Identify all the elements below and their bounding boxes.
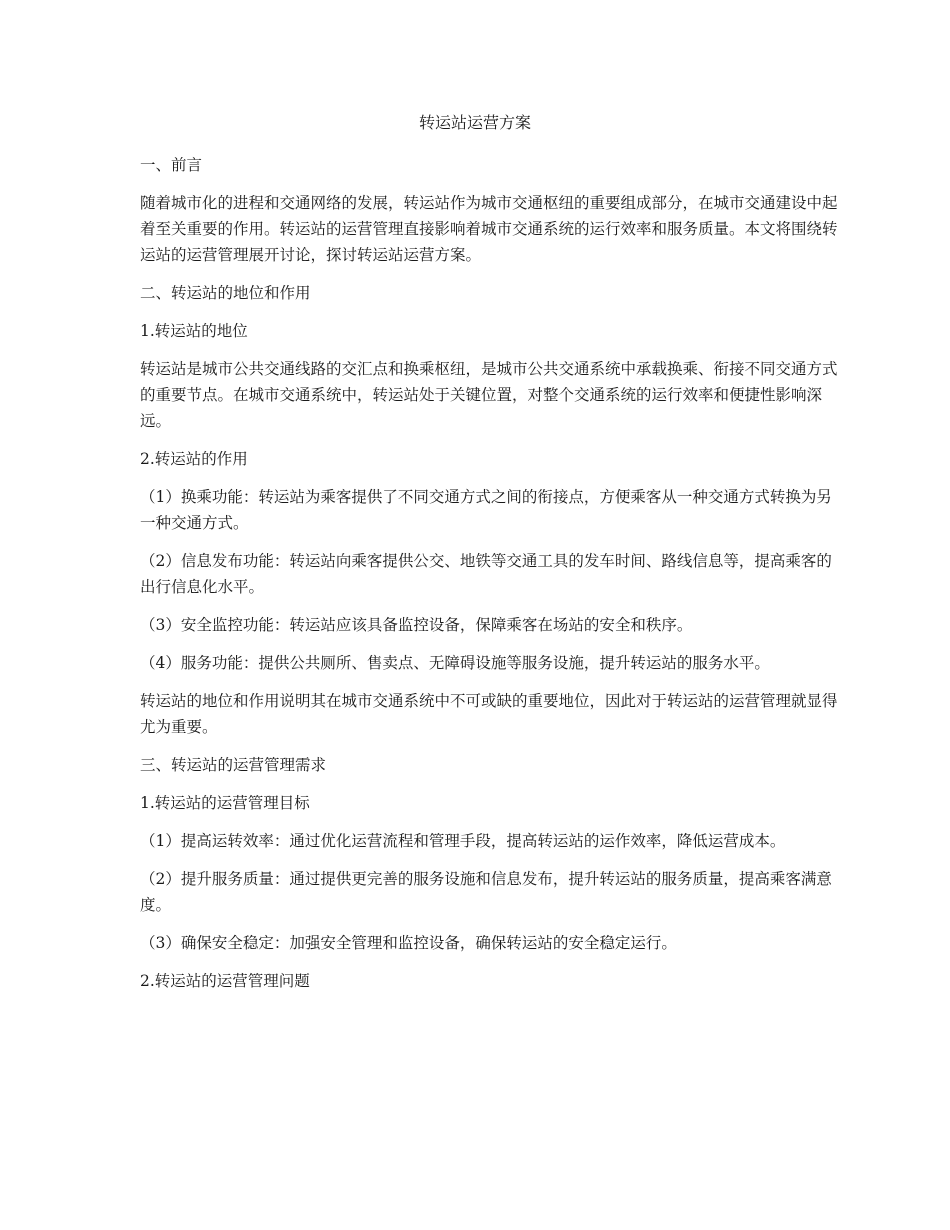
list-item-safety: （3）安全监控功能：转运站应该具备监控设备，保障乘客在场站的安全和秩序。 — [140, 616, 693, 634]
paragraph-status: 转运站是城市公共交通线路的交汇点和换乘枢纽，是城市公共交通系统中承载换乘、衔接不同交通方式的重要节点。在城市交通系统中，转运站处于关键位置，对整个交通系统的运行效率和便捷性影响深远。 — [140, 360, 838, 430]
list-item-transfer: （1）换乘功能：转运站为乘客提供了不同交通方式之间的衔接点，方便乘客从一种交通方式转换为另一种交通方式。 — [140, 488, 832, 532]
list-item-information: （2）信息发布功能：转运站向乘客提供公交、地铁等交通工具的发车时间、路线信息等，提高乘客的出行信息化水平。 — [140, 552, 832, 596]
list-item-stability: （3）确保安全稳定：加强安全管理和监控设备，确保转运站的安全稳定运行。 — [140, 934, 677, 952]
subheading-function: 2.转运站的作用 — [140, 450, 248, 468]
list-item-quality: （2）提升服务质量：通过提供更完善的服务设施和信息发布，提升转运站的服务质量，提高乘客满意度。 — [140, 870, 832, 914]
document-title: 转运站运营方案 — [418, 113, 531, 132]
paragraph-summary: 转运站的地位和作用说明其在城市交通系统中不可或缺的重要地位，因此对于转运站的运营管理就显得尤为重要。 — [140, 692, 838, 736]
document-body — [140, 152, 840, 1006]
list-item-service: （4）服务功能：提供公共厕所、售卖点、无障碍设施等服务设施，提升转运站的服务水平。 — [140, 654, 770, 672]
subheading-status: 1.转运站的地位 — [140, 322, 248, 340]
section-heading-needs: 三、转运站的运营管理需求 — [140, 756, 327, 774]
section-heading-role: 二、转运站的地位和作用 — [140, 284, 311, 302]
section-heading-preface: 一、前言 — [140, 156, 203, 174]
subheading-problems: 2.转运站的运营管理问题 — [140, 972, 310, 990]
subheading-goals: 1.转运站的运营管理目标 — [140, 794, 310, 812]
paragraph-preface: 随着城市化的进程和交通网络的发展，转运站作为城市交通枢纽的重要组成部分，在城市交通建设中起着至关重要的作用。转运站的运营管理直接影响着城市交通系统的运行效率和服务质量。本文将围绕转运站的运营管理展开讨论，探讨转运站运营方案。 — [140, 194, 838, 264]
list-item-efficiency: （1）提高运转效率：通过优化运营流程和管理手段，提高转运站的运作效率，降低运营成本。 — [140, 832, 786, 850]
